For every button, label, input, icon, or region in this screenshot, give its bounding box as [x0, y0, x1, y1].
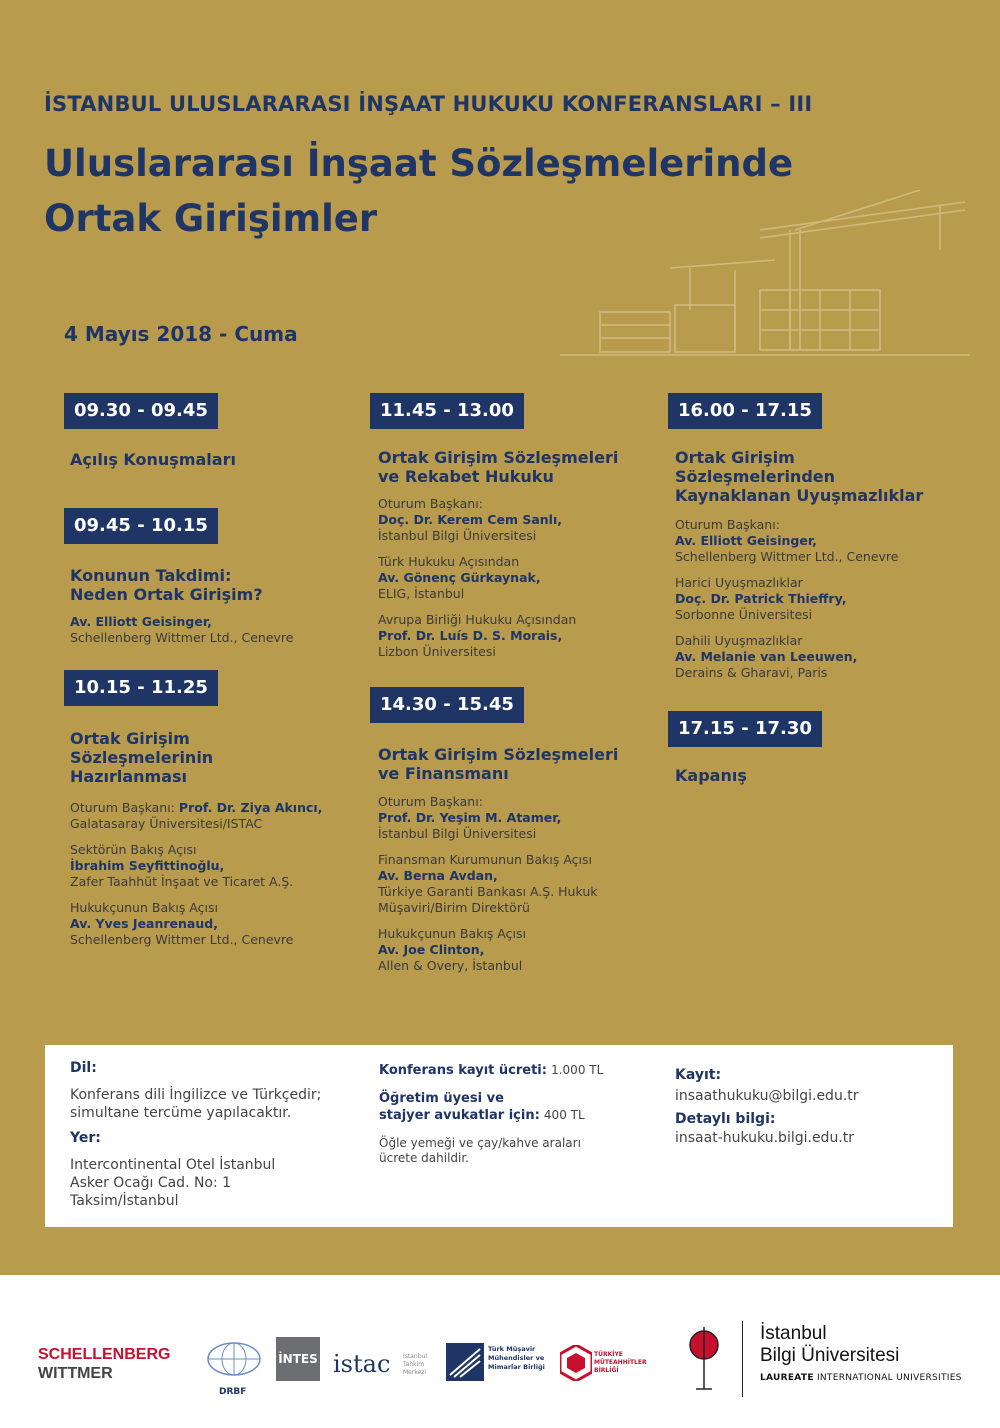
speaker-role: Harici Uyuşmazlıklar [675, 575, 803, 590]
session-title-line: Konunun Takdimi: [70, 566, 232, 585]
info-fees [379, 1063, 659, 1166]
session-title: Açılış Konuşmaları [70, 450, 236, 469]
bilgi-university-logo [760, 1323, 899, 1367]
more-info-label: Detaylı bilgi: [675, 1111, 776, 1127]
speaker-org: Schellenberg Wittmer Ltd., Cenevre [70, 932, 294, 947]
tmmmb-logo-text: Türk Müşavir Mühendisler ve Mimarlar Birliği [488, 1345, 545, 1371]
language-label: Dil: [70, 1060, 97, 1076]
speaker-org: Schellenberg Wittmer Ltd., Cenevre [70, 630, 294, 645]
session-time-badge: 16.00 - 17.15 [668, 393, 822, 429]
logo-text: LAUREATE [760, 1373, 814, 1383]
drbf-logo-text: DRBF [219, 1387, 247, 1397]
session-title [70, 729, 213, 786]
schellenberg-wittmer-logo [38, 1345, 170, 1383]
intes-logo: İNTES [276, 1337, 320, 1381]
speaker-role: Türk Hukuku Açısından [378, 554, 520, 569]
session-title-line: Kaynaklanan Uyuşmazlıklar [675, 486, 924, 505]
session-title [378, 448, 618, 486]
speaker-role: Finansman Kurumunun Bakış Açısı [378, 852, 592, 867]
registration-email[interactable]: insaathukuku@bilgi.edu.tr [675, 1088, 859, 1104]
logo-text: İstanbul [760, 1323, 827, 1344]
venue-line: Asker Ocağı Cad. No: 1 [70, 1175, 232, 1191]
session-speakers [378, 794, 598, 984]
session-title-line: Sözleşmelerinin [70, 748, 214, 767]
fee2-label: stajyer avukatlar için: [379, 1108, 540, 1123]
speaker-org: İstanbul Bilgi Üniversitesi [378, 528, 537, 543]
speaker-role: Dahili Uyuşmazlıklar [675, 633, 803, 648]
speaker-name: Av. Melanie van Leeuwen, [675, 649, 858, 664]
language-line: simultane tercüme yapılacaktır. [70, 1105, 292, 1121]
info-panel [45, 1045, 953, 1227]
session-time-badge: 10.15 - 11.25 [64, 670, 218, 706]
session-title-line: Neden Ortak Girişim? [70, 585, 263, 604]
tmmmb-logo-mark [446, 1343, 484, 1381]
speaker-org: Sorbonne Üniversitesi [675, 607, 813, 622]
conference-series-title: İSTANBUL ULUSLARARASI İNŞAAT HUKUKU KONFERANSLARI – III [44, 92, 813, 116]
logo-text: SCHELLENBERG [38, 1346, 171, 1363]
speaker-name: Av. Elliott Geisinger, [70, 614, 212, 629]
bilgi-university-emblem [686, 1323, 722, 1395]
chair-label: Oturum Başkanı: [378, 496, 483, 511]
session-title: Kapanış [675, 766, 747, 785]
speaker-org: Galatasaray Üniversitesi/ISTAC [70, 816, 263, 831]
speaker-org: Zafer Taahhüt İnşaat ve Ticaret A.Ş. [70, 874, 294, 889]
speaker-org: İstanbul Bilgi Üniversitesi [378, 826, 537, 841]
fee-label: Konferans kayıt ücreti: [379, 1063, 547, 1078]
session-time-badge: 09.45 - 10.15 [64, 508, 218, 544]
speaker-name: İbrahim Seyfittinoğlu, [70, 858, 225, 873]
speaker-org: Türkiye Garanti Bankası A.Ş. Hukuk [378, 884, 598, 899]
fee-note: Öğle yemeği ve çay/kahve araları [379, 1136, 581, 1150]
session-speakers [70, 614, 293, 646]
logo-text: INTERNATIONAL UNIVERSITIES [816, 1373, 962, 1383]
session-title [378, 745, 618, 783]
conference-date: 4 Mayıs 2018 - Cuma [64, 322, 298, 346]
session-speakers [675, 517, 898, 691]
speaker-org: Lizbon Üniversitesi [378, 644, 496, 659]
speaker-name: Av. Yves Jeanrenaud, [70, 916, 218, 931]
venue-line: Intercontinental Otel İstanbul [70, 1157, 276, 1173]
session-title-line: ve Finansmanı [378, 764, 509, 783]
title-line-2: Ortak Girişimler [44, 197, 378, 240]
registration-label: Kayıt: [675, 1067, 722, 1083]
chair-label: Oturum Başkanı: [675, 517, 780, 532]
session-time-badge: 14.30 - 15.45 [370, 687, 524, 723]
speaker-org: Derains & Gharavi, Paris [675, 665, 828, 680]
fee2-label: Öğretim üyesi ve [379, 1091, 504, 1106]
drbf-globe-logo [204, 1341, 264, 1385]
chair-label: Oturum Başkanı: [70, 800, 175, 815]
speaker-org: Allen & Overy, İstanbul [378, 958, 523, 973]
session-time-badge: 17.15 - 17.30 [668, 711, 822, 747]
info-registration [675, 1067, 945, 1147]
speaker-name: Av. Berna Avdan, [378, 868, 498, 883]
session-title-line: Ortak Girişim [70, 729, 190, 748]
speaker-name: Prof. Dr. Luís D. S. Morais, [378, 628, 563, 643]
speaker-name: Av. Gönenç Gürkaynak, [378, 570, 541, 585]
tmb-logo-text: TÜRKİYE MÜTEAHHİTLER BİRLİĞİ [594, 1351, 647, 1374]
speaker-role: Avrupa Birliği Hukuku Açısından [378, 612, 577, 627]
sponsor-footer [0, 1275, 1000, 1428]
session-time-badge: 09.30 - 09.45 [64, 393, 218, 429]
more-info-url[interactable]: insaat-hukuku.bilgi.edu.tr [675, 1130, 855, 1146]
laureate-tagline [760, 1373, 962, 1383]
session-title-line: Hazırlanması [70, 767, 188, 786]
speaker-name: Prof. Dr. Yeşim M. Atamer, [378, 810, 562, 825]
info-language-venue [70, 1060, 370, 1210]
session-time-badge: 11.45 - 13.00 [370, 393, 524, 429]
logo-text: WITTMER [38, 1365, 113, 1382]
fee-note: ücrete dahildir. [379, 1151, 469, 1165]
session-speakers [378, 496, 576, 670]
speaker-org: ELIG, İstanbul [378, 586, 465, 601]
venue-label: Yer: [70, 1130, 101, 1146]
fee-value: 1.000 TL [551, 1063, 604, 1077]
tmb-logo-mark [560, 1345, 592, 1381]
language-text [70, 1086, 370, 1122]
session-title [70, 566, 263, 604]
session-title-line: Sözleşmelerinden [675, 467, 836, 486]
language-line: Konferans dili İngilizce ve Türkçedir; [70, 1087, 322, 1103]
session-title-line: Ortak Girişim [675, 448, 795, 467]
session-title [675, 448, 923, 505]
logo-text: Bilgi Üniversitesi [760, 1345, 900, 1366]
istac-logo: istac [333, 1350, 391, 1378]
speaker-role: Sektörün Bakış Açısı [70, 842, 197, 857]
speaker-org: Schellenberg Wittmer Ltd., Cenevre [675, 549, 899, 564]
session-title-line: ve Rekabet Hukuku [378, 467, 554, 486]
speaker-name: Av. Elliott Geisinger, [675, 533, 817, 548]
speaker-name: Doç. Dr. Kerem Cem Sanlı, [378, 512, 562, 527]
chair-label: Oturum Başkanı: [378, 794, 483, 809]
title-line-1: Uluslararası İnşaat Sözleşmelerinde [44, 142, 794, 185]
session-title-line: Ortak Girişim Sözleşmeleri [378, 745, 619, 764]
session-title-line: Ortak Girişim Sözleşmeleri [378, 448, 619, 467]
logo-divider [742, 1321, 743, 1397]
istac-logo-subtitle: İstanbul Tahkim Merkezi [403, 1353, 428, 1376]
speaker-name: Doç. Dr. Patrick Thieffry, [675, 591, 847, 606]
construction-skyline-illustration [560, 190, 970, 360]
venue-line: Taksim/İstanbul [70, 1193, 179, 1209]
session-speakers [70, 800, 322, 958]
speaker-org: Müşaviri/Birim Direktörü [378, 900, 530, 915]
fee2-value: 400 TL [543, 1108, 585, 1122]
speaker-name: Av. Joe Clinton, [378, 942, 485, 957]
venue-text [70, 1156, 370, 1210]
speaker-role: Hukukçunun Bakış Açısı [70, 900, 218, 915]
speaker-name: Prof. Dr. Ziya Akıncı, [178, 800, 323, 815]
speaker-role: Hukukçunun Bakış Açısı [378, 926, 526, 941]
